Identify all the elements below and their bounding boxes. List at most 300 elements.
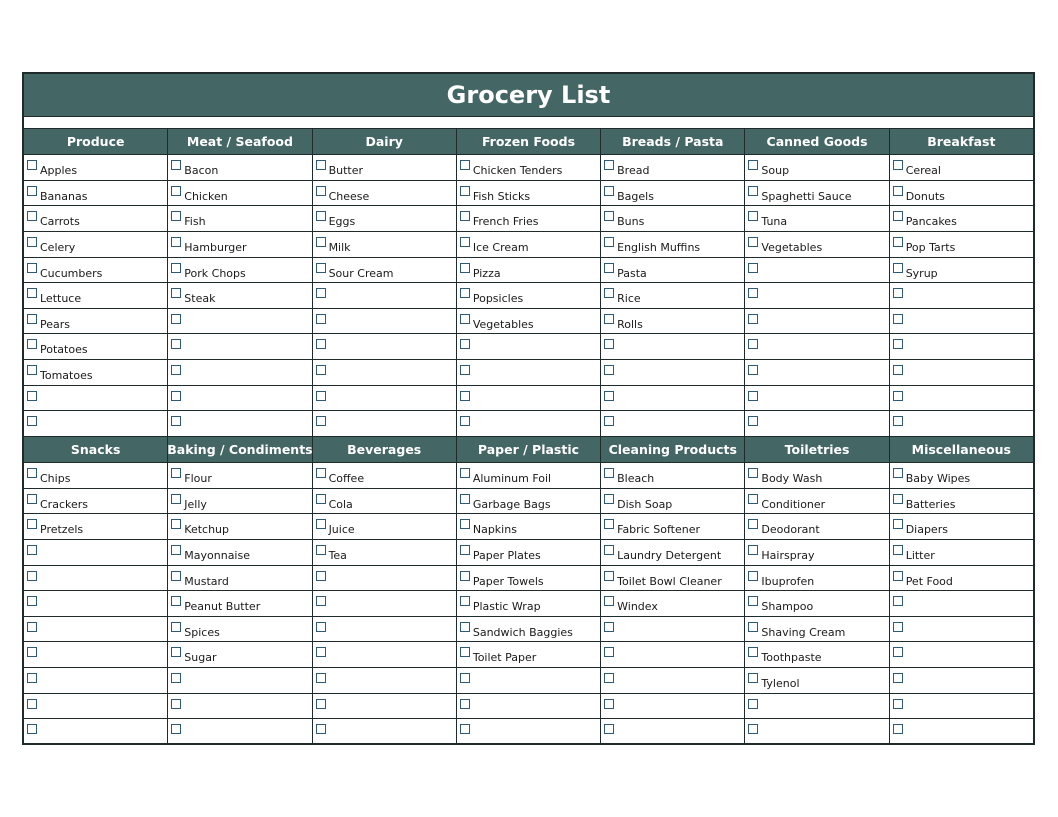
checkbox-icon[interactable] [460,724,470,734]
checkbox-icon[interactable] [604,519,614,529]
list-item [890,232,1033,258]
checkbox-icon[interactable] [171,622,181,632]
list-item [457,463,600,489]
checkbox-icon[interactable] [27,519,37,529]
checkbox-icon[interactable] [27,622,37,632]
checkbox-icon[interactable] [27,468,37,478]
item-label: Sugar [184,651,217,665]
checkbox-icon[interactable] [893,237,903,247]
item-label: Bananas [40,189,88,203]
list-item [313,386,456,412]
checkbox-icon[interactable] [171,211,181,221]
list-item [890,540,1033,566]
list-item [457,617,600,643]
checkbox-icon[interactable] [748,314,758,324]
item-label: Toilet Bowl Cleaner [617,574,722,588]
item-label: Tylenol [761,677,800,691]
checkbox-icon[interactable] [893,571,903,581]
checkbox-icon[interactable] [460,596,470,606]
checkbox-icon[interactable] [604,237,614,247]
checkbox-icon[interactable] [171,365,181,375]
checkbox-icon[interactable] [27,571,37,581]
list-item [168,540,311,566]
checkbox-icon[interactable] [748,263,758,273]
checkbox-icon[interactable] [316,288,326,298]
list-item [457,642,600,668]
checkbox-icon[interactable] [316,724,326,734]
checkbox-icon[interactable] [604,314,614,324]
checkbox-icon[interactable] [316,494,326,504]
item-label: Napkins [472,523,517,537]
checkbox-icon[interactable] [748,339,758,349]
item-label: Tomatoes [40,369,93,383]
list-item [313,206,456,232]
checkbox-icon[interactable] [748,545,758,555]
list-item [168,463,311,489]
list-item [890,642,1033,668]
checkbox-icon[interactable] [27,365,37,375]
checkbox-icon[interactable] [460,622,470,632]
list-item [457,540,600,566]
item-label: Bleach [617,471,655,485]
list-item [457,258,600,284]
category-header: Produce [24,129,167,155]
item-label: Pop Tarts [905,240,956,254]
checkbox-icon[interactable] [893,211,903,221]
list-item [601,309,744,335]
checkbox-icon[interactable] [893,391,903,401]
checkbox-icon[interactable] [604,288,614,298]
item-label: Batteries [905,497,956,511]
category-header: Breakfast [890,129,1033,155]
checkbox-icon[interactable] [460,545,470,555]
list-item [313,283,456,309]
item-label: Pizza [472,266,501,280]
list-item [890,360,1033,386]
checkbox-icon[interactable] [171,519,181,529]
checkbox-icon[interactable] [748,494,758,504]
checkbox-icon[interactable] [748,699,758,709]
checkbox-icon[interactable] [893,699,903,709]
list-item [168,258,311,284]
checkbox-icon[interactable] [748,391,758,401]
list-item [24,155,167,181]
list-item [457,309,600,335]
list-item [601,181,744,207]
item-label: Buns [617,215,645,229]
item-label: Deodorant [761,523,820,537]
checkbox-icon[interactable] [171,647,181,657]
checkbox-icon[interactable] [460,339,470,349]
checkbox-icon[interactable] [460,391,470,401]
category-header: Dairy [313,129,456,155]
checkbox-icon[interactable] [316,545,326,555]
checkbox-icon[interactable] [27,237,37,247]
checkbox-icon[interactable] [604,647,614,657]
list-item [457,360,600,386]
item-label: Sour Cream [328,266,394,280]
checkbox-icon[interactable] [171,288,181,298]
checkbox-icon[interactable] [171,494,181,504]
checkbox-icon[interactable] [316,596,326,606]
item-label: Cola [328,497,353,511]
item-label: Bagels [617,189,654,203]
checkbox-icon[interactable] [27,699,37,709]
list-item [168,155,311,181]
list-item [745,334,888,360]
checkbox-icon[interactable] [460,237,470,247]
item-label: Peanut Butter [184,600,261,614]
item-label: Chips [40,471,71,485]
item-label: Pretzels [40,523,84,537]
category-column [601,129,745,437]
checkbox-icon[interactable] [27,545,37,555]
category-column [890,129,1033,437]
item-label: Vegetables [472,317,534,331]
list-item [313,719,456,745]
checkbox-icon[interactable] [316,314,326,324]
checkbox-icon[interactable] [893,468,903,478]
list-item [168,334,311,360]
list-item [601,719,744,745]
checkbox-icon[interactable] [171,237,181,247]
list-item [24,360,167,386]
checkbox-icon[interactable] [604,545,614,555]
checkbox-icon[interactable] [316,647,326,657]
checkbox-icon[interactable] [748,416,758,426]
checkbox-icon[interactable] [893,494,903,504]
checkbox-icon[interactable] [316,673,326,683]
list-item [168,617,311,643]
list-item [601,283,744,309]
item-label: Hairspray [761,548,815,562]
checkbox-icon[interactable] [460,699,470,709]
item-label: English Muffins [617,240,701,254]
category-section [24,437,1033,745]
list-item [601,566,744,592]
checkbox-icon[interactable] [171,468,181,478]
checkbox-icon[interactable] [604,468,614,478]
list-item [745,694,888,720]
list-item [313,514,456,540]
checkbox-icon[interactable] [316,391,326,401]
checkbox-icon[interactable] [604,724,614,734]
checkbox-icon[interactable] [171,391,181,401]
checkbox-icon[interactable] [460,160,470,170]
checkbox-icon[interactable] [316,416,326,426]
checkbox-icon[interactable] [893,673,903,683]
checkbox-icon[interactable] [460,468,470,478]
checkbox-icon[interactable] [171,186,181,196]
checkbox-icon[interactable] [460,288,470,298]
checkbox-icon[interactable] [748,288,758,298]
list-item [313,181,456,207]
category-column [745,437,889,745]
category-column [313,129,457,437]
list-item [457,181,600,207]
checkbox-icon[interactable] [748,519,758,529]
checkbox-icon[interactable] [27,673,37,683]
checkbox-icon[interactable] [748,571,758,581]
list-item [24,591,167,617]
list-item [313,642,456,668]
checkbox-icon[interactable] [171,263,181,273]
list-item [745,489,888,515]
checkbox-icon[interactable] [748,160,758,170]
checkbox-icon[interactable] [27,724,37,734]
list-item [745,181,888,207]
list-item [168,566,311,592]
checkbox-icon[interactable] [316,622,326,632]
checkbox-icon[interactable] [893,519,903,529]
checkbox-icon[interactable] [604,699,614,709]
checkbox-icon[interactable] [316,263,326,273]
checkbox-icon[interactable] [171,314,181,324]
list-item [601,617,744,643]
page-title: Grocery List [24,74,1033,117]
list-item [168,181,311,207]
item-label: Conditioner [761,497,826,511]
list-item [745,155,888,181]
item-label: Paper Towels [472,574,544,588]
checkbox-icon[interactable] [893,186,903,196]
checkbox-icon[interactable] [460,494,470,504]
list-item [890,489,1033,515]
item-label: Chicken [184,189,228,203]
list-item [745,719,888,745]
checkbox-icon[interactable] [316,339,326,349]
item-label: Ibuprofen [761,574,815,588]
checkbox-icon[interactable] [316,699,326,709]
item-label: Spaghetti Sauce [761,189,852,203]
item-label: Baby Wipes [905,471,971,485]
checkbox-icon[interactable] [893,416,903,426]
category-header: Toiletries [745,437,888,463]
list-item [457,591,600,617]
list-item [168,232,311,258]
item-label: Crackers [40,497,88,511]
checkbox-icon[interactable] [604,673,614,683]
checkbox-icon[interactable] [604,571,614,581]
item-label: Pork Chops [184,266,246,280]
list-item [745,514,888,540]
list-item [24,489,167,515]
list-item [890,411,1033,437]
checkbox-icon[interactable] [748,365,758,375]
checkbox-icon[interactable] [748,186,758,196]
checkbox-icon[interactable] [893,314,903,324]
checkbox-icon[interactable] [604,494,614,504]
category-header: Baking / Condiments [168,437,311,463]
checkbox-icon[interactable] [893,647,903,657]
checkbox-icon[interactable] [27,596,37,606]
item-label: Milk [328,240,351,254]
item-label: Garbage Bags [472,497,551,511]
checkbox-icon[interactable] [171,724,181,734]
list-item [890,617,1033,643]
checkbox-icon[interactable] [604,596,614,606]
category-header: Beverages [313,437,456,463]
item-label: Syrup [905,266,938,280]
category-header: Frozen Foods [457,129,600,155]
checkbox-icon[interactable] [27,416,37,426]
item-label: Carrots [40,215,80,229]
checkbox-icon[interactable] [748,622,758,632]
checkbox-icon[interactable] [316,160,326,170]
checkbox-icon[interactable] [316,571,326,581]
checkbox-icon[interactable] [316,211,326,221]
item-label: Pears [40,317,71,331]
checkbox-icon[interactable] [316,237,326,247]
item-label: French Fries [472,215,539,229]
checkbox-icon[interactable] [748,724,758,734]
checkbox-icon[interactable] [748,647,758,657]
checkbox-icon[interactable] [27,263,37,273]
checkbox-icon[interactable] [748,211,758,221]
list-item [745,258,888,284]
checkbox-icon[interactable] [27,647,37,657]
list-item [168,360,311,386]
item-label: Shaving Cream [761,625,846,639]
list-item [601,206,744,232]
checkbox-icon[interactable] [27,314,37,324]
list-item [168,411,311,437]
list-item [168,694,311,720]
item-label: Butter [328,163,363,177]
item-label: Aluminum Foil [472,471,552,485]
checkbox-icon[interactable] [316,468,326,478]
checkbox-icon[interactable] [27,391,37,401]
category-column [890,437,1033,745]
list-item [313,309,456,335]
list-item [313,489,456,515]
grocery-list-sheet [22,72,1035,745]
list-item [745,668,888,694]
list-item [24,232,167,258]
list-item [890,283,1033,309]
checkbox-icon[interactable] [748,596,758,606]
checkbox-icon[interactable] [316,365,326,375]
checkbox-icon[interactable] [748,468,758,478]
item-label: Diapers [905,523,948,537]
checkbox-icon[interactable] [748,673,758,683]
checkbox-icon[interactable] [604,416,614,426]
list-item [601,668,744,694]
item-label: Popsicles [472,292,524,306]
checkbox-icon[interactable] [171,160,181,170]
list-item [457,334,600,360]
item-label: Fish Sticks [472,189,531,203]
checkbox-icon[interactable] [316,519,326,529]
checkbox-icon[interactable] [316,186,326,196]
checkbox-icon[interactable] [604,622,614,632]
list-item [890,309,1033,335]
list-item [24,642,167,668]
list-item [24,309,167,335]
item-label: Laundry Detergent [617,548,722,562]
checkbox-icon[interactable] [460,263,470,273]
checkbox-icon[interactable] [460,416,470,426]
list-item [313,463,456,489]
checkbox-icon[interactable] [171,416,181,426]
list-item [24,617,167,643]
checkbox-icon[interactable] [893,263,903,273]
item-label: Bacon [184,163,219,177]
item-label: Pet Food [905,574,953,588]
checkbox-icon[interactable] [604,365,614,375]
checkbox-icon[interactable] [893,339,903,349]
item-label: Plastic Wrap [472,600,541,614]
checkbox-icon[interactable] [27,160,37,170]
checkbox-icon[interactable] [748,237,758,247]
checkbox-icon[interactable] [604,211,614,221]
checkbox-icon[interactable] [604,186,614,196]
item-label: Celery [40,240,76,254]
checkbox-icon[interactable] [893,545,903,555]
checkbox-icon[interactable] [171,673,181,683]
item-label: Apples [40,163,78,177]
checkbox-icon[interactable] [604,160,614,170]
checkbox-icon[interactable] [171,571,181,581]
list-item [601,540,744,566]
list-item [168,309,311,335]
checkbox-icon[interactable] [893,160,903,170]
item-label: Spices [184,625,220,639]
checkbox-icon[interactable] [460,571,470,581]
checkbox-icon[interactable] [604,391,614,401]
list-item [890,206,1033,232]
checkbox-icon[interactable] [171,596,181,606]
checkbox-icon[interactable] [460,314,470,324]
checkbox-icon[interactable] [893,622,903,632]
list-item [601,334,744,360]
checkbox-icon[interactable] [171,545,181,555]
checkbox-icon[interactable] [893,365,903,375]
checkbox-icon[interactable] [460,647,470,657]
list-item [457,566,600,592]
category-column [168,129,312,437]
checkbox-icon[interactable] [27,339,37,349]
checkbox-icon[interactable] [171,339,181,349]
checkbox-icon[interactable] [27,494,37,504]
checkbox-icon[interactable] [460,186,470,196]
checkbox-icon[interactable] [460,673,470,683]
list-item [24,283,167,309]
checkbox-icon[interactable] [27,288,37,298]
list-item [745,232,888,258]
checkbox-icon[interactable] [460,365,470,375]
list-item [890,334,1033,360]
list-item [168,668,311,694]
checkbox-icon[interactable] [893,288,903,298]
list-item [601,591,744,617]
list-item [745,283,888,309]
checkbox-icon[interactable] [604,339,614,349]
item-label: Chicken Tenders [472,163,563,177]
checkbox-icon[interactable] [27,211,37,221]
checkbox-icon[interactable] [893,596,903,606]
checkbox-icon[interactable] [27,186,37,196]
checkbox-icon[interactable] [460,211,470,221]
checkbox-icon[interactable] [604,263,614,273]
list-item [890,181,1033,207]
checkbox-icon[interactable] [893,724,903,734]
checkbox-icon[interactable] [460,519,470,529]
category-column [457,129,601,437]
list-item [457,411,600,437]
list-item [24,719,167,745]
checkbox-icon[interactable] [171,699,181,709]
